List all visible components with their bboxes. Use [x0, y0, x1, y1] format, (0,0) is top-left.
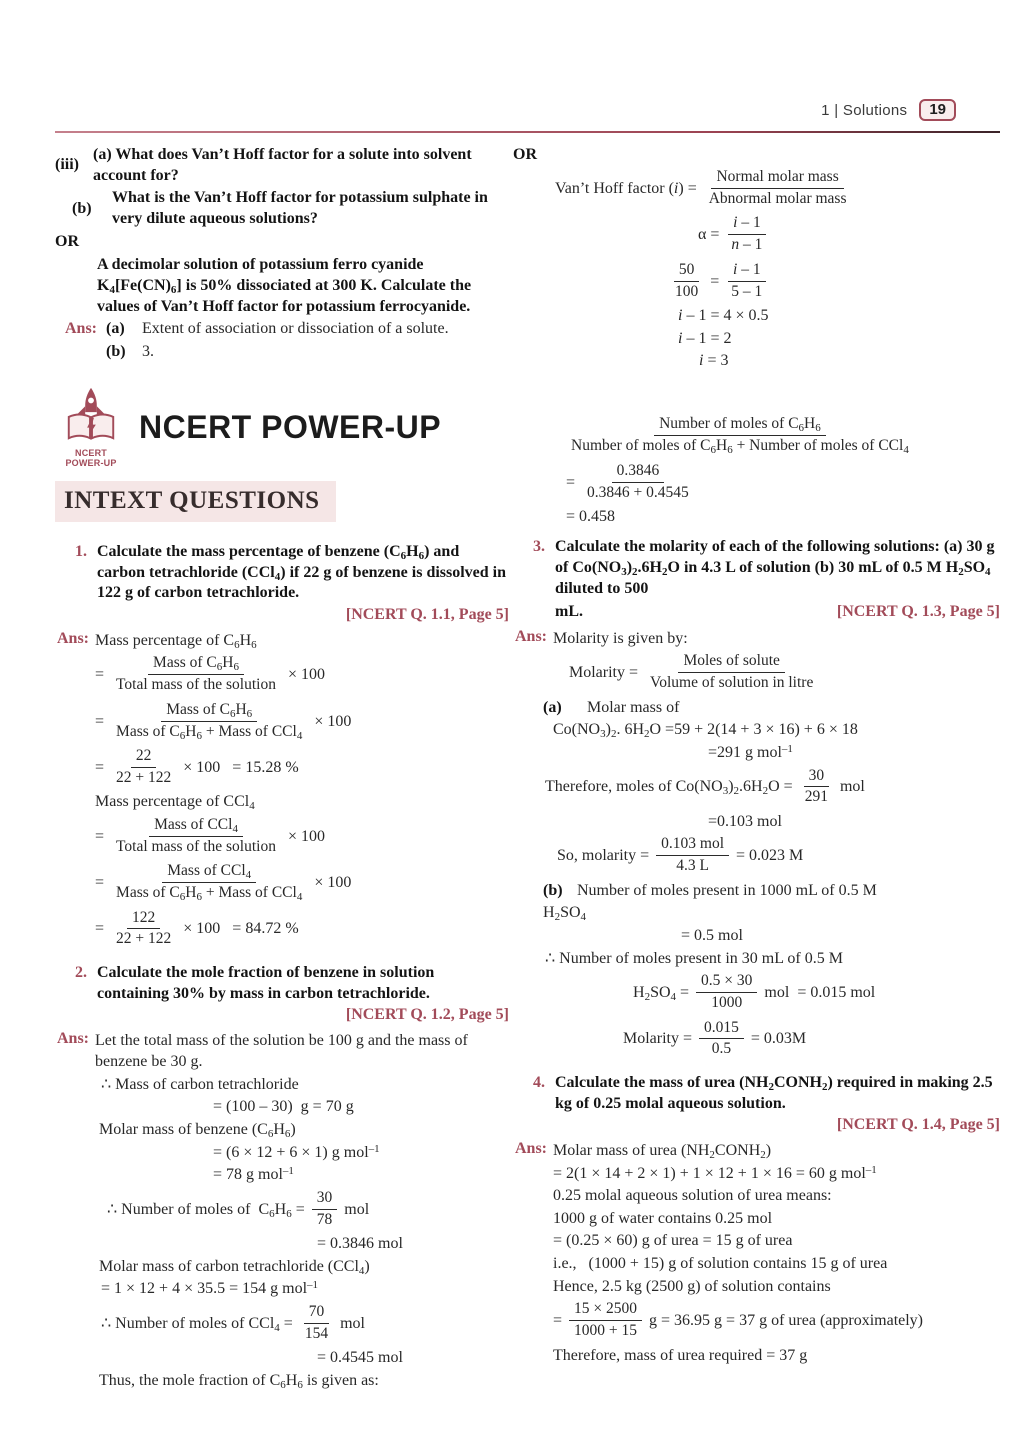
text-run: mol = 0.015 mol: [764, 984, 876, 1002]
text-run: i – 1 = 4 × 0.5: [678, 307, 769, 325]
text-line: [553, 1253, 1000, 1274]
text-run: $H_2SO_4$ =: [633, 984, 690, 1004]
text-line: [65, 318, 509, 339]
answer-label: Ans:: [515, 628, 548, 646]
text-line: [708, 811, 1000, 832]
question-ref-row: [97, 1006, 509, 1024]
text-line: [698, 212, 1000, 257]
text-run: = 0.5 mol: [681, 927, 743, 944]
fraction: $\frac{\text{Moles of solute}}{\text{Volume of solution in litre}}$: [650, 652, 814, 692]
text-line: [553, 1163, 1000, 1184]
question-text: Calculate the mass percentage of benzene $(C_6H_6)$ and carbon tetrachloride (CCl$_4$) if 22 g of benzene is dissolved in 122 g of carbon tetrachloride.: [97, 542, 507, 602]
text-run: i – 1 = 2: [678, 329, 732, 347]
question-number: 3.: [533, 538, 545, 556]
fraction: $\frac{50}{100}$: [675, 260, 699, 300]
text-run: Therefore, moles of $Co(NO_3)_2.6H_2O$ =: [545, 778, 793, 798]
text-line: [557, 833, 1000, 878]
fraction: $\frac{Number of moles of C_6H_6}{Number of moles of C_6H_6 + Number of moles of CCl_4}$: [571, 415, 909, 457]
text-run: Therefore, mass of urea required = 37 g: [553, 1346, 808, 1364]
text-line: [699, 350, 1000, 371]
text-run: × 100: [314, 874, 352, 892]
text-line: [678, 328, 1000, 349]
text-run: = (100 – 30) g = 70 g: [213, 1098, 354, 1116]
ncert-reference: [NCERT Q. 1.2, Page 5]: [345, 1006, 509, 1024]
text-run: $Co(NO_3)_2$. $6H_2O =59 + 2(14 + 3 \times 16) + 6 \times 18$: [553, 721, 858, 741]
logo-label-line1: NCERT: [75, 448, 107, 459]
text-line: [681, 925, 1000, 946]
right-column-main: [513, 144, 1000, 1368]
text-line: [663, 259, 1000, 304]
text-run: OR: [55, 232, 79, 250]
text-run: Molarity =: [623, 1030, 693, 1048]
text-run: =: [710, 272, 720, 290]
text-run: mol: [839, 778, 865, 796]
text-run: = 1 × 12 + 4 × 35.5 = 154 g mol$^{-1}$: [101, 1279, 319, 1298]
question-text-tail: mL.: [555, 602, 583, 620]
question: [513, 1073, 1000, 1115]
text-line: [553, 1230, 1000, 1251]
ncert-powerup-logo: [55, 386, 127, 469]
text-line: [513, 144, 1000, 165]
text-run: =: [95, 920, 105, 938]
text-line: [99, 1119, 509, 1140]
intext-questions-banner: INTEXT QUESTIONS: [55, 481, 336, 522]
text-line: [107, 1187, 509, 1232]
text-run: 0.25 molal aqueous solution of urea means:: [553, 1187, 832, 1205]
question: [55, 542, 509, 604]
text-run: = 0.458: [566, 508, 616, 525]
text-line: [95, 1030, 509, 1072]
text-line: [55, 231, 509, 252]
left-column-top: [55, 144, 509, 363]
question-number: 4.: [533, 1073, 545, 1091]
text-line: [317, 1233, 509, 1254]
text-line: [101, 1301, 509, 1346]
text-line: [569, 650, 1000, 695]
question-number: 1.: [75, 542, 87, 560]
text-run: ∴ Mass of carbon tetrachloride: [101, 1075, 299, 1093]
text-line: [708, 742, 1000, 763]
text-line: [553, 1185, 1000, 1206]
text-run: α =: [698, 226, 720, 244]
fraction: $\frac{Mass of C_6H_6}{Mass of C_6H_6 + Mass of CCl_4}$: [116, 700, 303, 742]
text-line: [553, 1140, 1000, 1161]
text-run: Thus, the mole fraction of $C_6H_6$ is given as:: [99, 1371, 379, 1391]
text-run: Molarity =: [569, 664, 639, 682]
page-header: [821, 99, 956, 121]
ncert-powerup-header: [55, 386, 509, 469]
text-line: [555, 166, 1000, 211]
text-run: Hence, 2.5 kg (2500 g) of solution contains: [553, 1277, 831, 1295]
answer-label: Ans:: [57, 1030, 90, 1048]
rocket-book-icon: [62, 386, 120, 444]
text-line: [317, 1347, 509, 1368]
text-line: [559, 413, 1000, 458]
right-column: [513, 142, 1000, 1418]
text-run: So, molarity =: [557, 847, 650, 865]
text-line: [99, 1370, 509, 1391]
answer-label: Ans:: [515, 1140, 548, 1158]
text-run: (iii): [55, 156, 79, 174]
text-run: =: [95, 712, 105, 730]
text-run: =: [95, 758, 105, 776]
text-run: × 100: [287, 827, 325, 845]
text-run: = 78 g mol$^{-1}$: [213, 1165, 294, 1184]
text-line: [95, 860, 509, 905]
text-run: (a) What does Van’t Hoff factor for a solute into solvent account for?: [93, 145, 472, 184]
fraction: $\frac{Mass of CCl_4}{\text{Total mass of the solution}}$: [116, 815, 276, 855]
ncert-reference: [NCERT Q. 1.1, Page 5]: [345, 606, 509, 624]
text-run: A decimolar solution of potassium ferro cyanide $K_4[Fe(CN)_6]$ is 50% dissociated at 300 K. Calculate the values of Van’t Hoff factor for potassium ferrocyanide.: [97, 255, 472, 315]
text-run: g = 36.95 g = 37 g of urea (approximately): [649, 1312, 924, 1330]
text-run: × 100: [314, 712, 352, 730]
text-run: OR: [513, 145, 537, 163]
question-ref-row: [97, 606, 509, 624]
question-ref-row: [555, 602, 1000, 623]
fraction: $\frac{i - 1}{n - 1}$: [726, 214, 767, 255]
text-line: [106, 341, 509, 362]
text-run: ∴ Number of moles of $C_6H_6$ =: [107, 1200, 305, 1220]
text-line: [213, 1164, 509, 1185]
text-line: [95, 907, 509, 952]
text-run: i.e., (1000 + 15) g of solution contains 15 g of urea: [553, 1254, 888, 1272]
ncert-reference: [NCERT Q. 1.4, Page 5]: [836, 1116, 1000, 1134]
fraction: $\frac{122}{22 + 122}$: [116, 908, 172, 948]
text-run: Mass percentage of $C_6H_6$: [95, 631, 257, 651]
fraction: $\frac{30}{78}$: [312, 1189, 338, 1230]
ncert-reference: [NCERT Q. 1.3, Page 5]: [836, 602, 1000, 620]
text-line: [553, 1208, 1000, 1229]
text-run: Molar mass of urea $(NH_2CONH_2)$: [553, 1141, 772, 1161]
text-line: [72, 187, 509, 229]
fraction: $\frac{30}{291}$: [804, 766, 828, 806]
fraction: $\frac{0.5 \times 30}{1000}$: [696, 972, 757, 1013]
section-title: NCERT POWER-UP: [139, 408, 442, 445]
answer-label: Ans:: [65, 320, 98, 338]
question: [513, 537, 1000, 599]
page-number-badge: 19: [919, 99, 956, 121]
answer-body: [543, 626, 1000, 1063]
text-run: (a): [543, 698, 562, 716]
question-ref-row: [555, 1116, 1000, 1134]
text-line: [101, 1074, 509, 1095]
text-line: [553, 1276, 1000, 1297]
text-run: 1000 g of water contains 0.25 mol: [553, 1209, 773, 1227]
text-run: Let the total mass of the solution be 100 g and the mass of benzene be 30 g.: [95, 1031, 468, 1071]
answer: [513, 626, 1000, 1063]
text-line: [95, 745, 509, 790]
text-line: [633, 970, 1000, 1015]
text-run: $H_2SO_4$: [543, 904, 587, 924]
text-line: [545, 765, 1000, 810]
text-line: [95, 652, 509, 697]
text-run: Molar mass of carbon tetrachloride (CCl$_4$): [99, 1257, 370, 1277]
text-run: =: [566, 473, 576, 491]
fraction: $\frac{0.3846}{0.3846 + 0.4545}$: [587, 461, 689, 501]
text-line: [101, 1278, 509, 1299]
fraction: $\frac{15 \times 2500}{1000 + 15}$: [569, 1300, 642, 1341]
text-line: [55, 144, 509, 186]
text-run: = 2(1 × 14 + 2 × 1) + 1 × 12 + 1 × 16 = 60 g mol$^{-1}$: [553, 1163, 877, 1182]
question-text: Calculate the molarity of each of the following solutions: (a) 30 g of $Co(NO_3)_2.6H_2O$ in 4.3 L of solution (b) 30 mL of 0.5 M $H_2SO_4$ diluted to 500: [555, 538, 995, 597]
text-line: [566, 460, 1000, 505]
text-line: [213, 1096, 509, 1117]
text-line: [213, 1142, 509, 1163]
text-line: [543, 697, 1000, 718]
text-line: [95, 791, 509, 812]
text-run: = (0.25 × 60) g of urea = 15 g of urea: [553, 1232, 793, 1250]
text-line: [95, 699, 509, 744]
text-run: Mass percentage of CCl$_4$: [95, 793, 255, 813]
text-line: [553, 1345, 1000, 1366]
text-line: [545, 948, 1000, 969]
answer-body: [553, 1138, 1000, 1367]
answer: [513, 1138, 1000, 1367]
text-run: 3.: [142, 342, 154, 360]
text-run: =: [553, 1312, 563, 1330]
fraction: $\frac{70}{154}$: [304, 1302, 329, 1342]
text-run: (b): [543, 881, 563, 899]
text-run: =: [95, 874, 105, 892]
fraction: $\frac{i - 1}{5 - 1}$: [726, 261, 767, 302]
text-line: [99, 1256, 509, 1277]
text-run: Extent of association or dissociation of a solute.: [142, 320, 449, 338]
text-run: × 100: [287, 666, 325, 684]
text-run: =: [95, 827, 105, 845]
text-line: [678, 305, 1000, 326]
answer-body: [95, 628, 509, 953]
text-run: Van’t Hoff factor (i) =: [555, 179, 697, 197]
text-run: = 0.3846 mol: [317, 1235, 403, 1253]
text-run: mol: [340, 1314, 365, 1332]
text-run: Number of moles present in 1000 mL of 0.5 M: [577, 881, 877, 899]
text-line: [553, 719, 1000, 740]
logo-label-line2: POWER-UP: [65, 457, 117, 468]
answer-label: Ans:: [57, 630, 90, 648]
text-run: What is the Van’t Hoff factor for potassium sulphate in very dilute aqueous solutions?: [112, 189, 488, 228]
left-column-main: [55, 542, 509, 1393]
text-line: [553, 628, 1000, 649]
text-run: × 100 = 84.72 %: [183, 920, 299, 938]
text-line: [566, 506, 1000, 527]
header-rule: [55, 131, 1000, 133]
text-line: [95, 814, 509, 859]
answer: [55, 628, 509, 953]
text-run: ∴ Number of moles present in 30 mL of 0.5 M: [545, 949, 843, 967]
text-run: Molarity is given by:: [553, 629, 688, 647]
text-run: mol: [344, 1200, 370, 1218]
text-line: [553, 1298, 1000, 1343]
text-run: ∴ Number of moles of CCl$_4$ =: [101, 1314, 293, 1334]
text-line: [95, 630, 509, 651]
text-run: =291 g mol$^{-1}$: [708, 742, 793, 761]
fraction: $\frac{\text{Normal molar mass}}{\text{Abnormal molar mass}}$: [708, 168, 847, 208]
text-run: =0.103 mol: [708, 812, 782, 830]
question-number: 2.: [75, 963, 87, 981]
text-run: =: [95, 666, 105, 684]
fraction: $\frac{0.015}{0.5}$: [699, 1019, 744, 1060]
answer-body: [95, 1028, 509, 1392]
answer: [55, 1028, 509, 1392]
text-line: [623, 1017, 1000, 1062]
text-run: (a): [106, 320, 125, 338]
text-line: [543, 880, 1000, 901]
text-run: Molar mass of benzene $(C_6H_6)$: [99, 1120, 296, 1140]
text-run: = (6 × 12 + 6 × 1) g mol$^{-1}$: [213, 1142, 380, 1161]
left-column: [55, 142, 513, 1418]
fraction: $\frac{Mass of C_6H_6}{\text{Total mass of the solution}}$: [116, 654, 276, 694]
text-run: = 0.4545 mol: [317, 1349, 403, 1367]
chapter-title: 1 | Solutions: [821, 101, 908, 119]
text-run: = 0.023 M: [736, 847, 804, 865]
fraction: $\frac{Mass of CCl_4}{Mass of C_6H_6 + Mass of CCl_4}$: [116, 862, 303, 904]
text-run: × 100 = 15.28 %: [183, 758, 299, 776]
text-line: [543, 902, 1000, 923]
text-run: (b): [72, 199, 92, 217]
text-run: = 0.03M: [750, 1030, 807, 1048]
text-run: Molar mass of: [587, 698, 680, 716]
fraction: $\frac{\text{0.103 mol}}{4.3 L}$: [656, 835, 729, 876]
question-text: Calculate the mole fraction of benzene in solution containing 30% by mass in carbon tetrachloride.: [97, 963, 435, 1002]
text-run: (b): [106, 342, 126, 360]
question-text: Calculate the mass of urea $(NH_2CONH_2)$ required in making 2.5 kg of 0.25 molal aqueous solution.: [555, 1073, 993, 1112]
question: [55, 963, 509, 1005]
two-column-layout: [55, 142, 1000, 1418]
text-run: i = 3: [699, 352, 729, 370]
text-line: [97, 254, 509, 317]
fraction: $\frac{22}{22 + 122}$: [116, 747, 172, 786]
